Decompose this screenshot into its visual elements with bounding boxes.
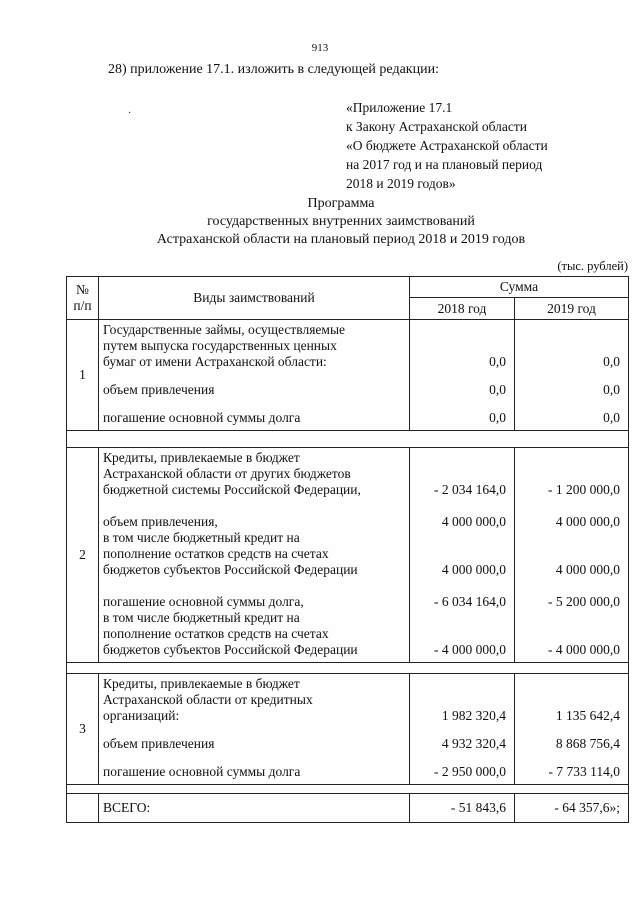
row-number: 2: [67, 448, 99, 663]
text-line: объем привлечения: [103, 736, 215, 751]
amount-value: 0,0: [603, 382, 621, 397]
amount-2018: [410, 674, 515, 785]
amount-value: 0,0: [489, 354, 506, 369]
appendix-line: «О бюджете Астраханской области: [346, 138, 548, 153]
amount-value: - 2 950 000,0: [434, 764, 506, 779]
title-line: Программа: [307, 196, 375, 211]
amount-value: 8 868 756,4: [555, 736, 621, 751]
appendix-line: 2018 и 2019 годов»: [346, 176, 456, 191]
header-borrowing-types: Виды заимствований: [99, 277, 410, 320]
borrowing-description: [99, 448, 410, 663]
text-line: погашение основной суммы долга: [103, 410, 301, 425]
text-line: организаций:: [103, 708, 180, 723]
amount-value: 0,0: [489, 410, 506, 425]
text-line: бюджетной системы Российской Федерации,: [103, 482, 361, 497]
amount-value: 1 135 642,4: [555, 708, 621, 723]
amount-value: 4 932 320,4: [441, 736, 506, 751]
text-line: погашение основной суммы долга: [103, 764, 301, 779]
borrowing-table: [66, 276, 629, 823]
amount-value: - 5 200 000,0: [548, 594, 621, 609]
amount-2019: [515, 674, 629, 785]
units-note: (тыс. рублей): [557, 259, 628, 273]
appendix-line: к Закону Астраханской области: [346, 119, 528, 134]
scan-speck: ·: [128, 108, 132, 119]
amount-value: 4 000 000,0: [441, 562, 506, 577]
amendment-intro: 28) приложение 17.1. изложить в следующей редакции:: [108, 62, 439, 77]
text-line: Государственные займы, осуществляемые: [103, 322, 346, 337]
text-line: бюджетов субъектов Российской Федерации: [103, 562, 358, 577]
text-line: объем привлечения: [103, 382, 215, 397]
text-line: в том числе бюджетный кредит на: [103, 610, 300, 625]
text-line: Астраханской области от кредитных: [103, 692, 313, 707]
text-line: пополнение остатков средств на счетах: [103, 626, 329, 641]
amount-2018: [410, 320, 515, 431]
program-title: [0, 195, 640, 249]
amount-value: 1 982 320,4: [441, 708, 506, 723]
amount-value: 0,0: [603, 410, 621, 425]
amount-value: - 6 034 164,0: [434, 594, 506, 609]
table-row: [67, 674, 629, 785]
header-number-abbr: п/п: [73, 298, 92, 313]
table-row: [67, 448, 629, 663]
title-line: государственных внутренних заимствований: [207, 214, 475, 229]
amount-value: - 4 000 000,0: [548, 642, 621, 657]
amount-value: - 1 200 000,0: [548, 482, 621, 497]
amount-value: 0,0: [603, 354, 621, 369]
text-line: Кредиты, привлекаемые в бюджет: [103, 676, 300, 691]
text-line: Кредиты, привлекаемые в бюджет: [103, 450, 300, 465]
title-line: Астраханской области на плановый период 2018 и 2019 годов: [156, 232, 526, 247]
amount-2019: [515, 448, 629, 663]
row-number: 3: [67, 674, 99, 785]
text-line: пополнение остатков средств на счетах: [103, 546, 329, 561]
amount-value: - 7 733 114,0: [548, 764, 621, 779]
total-2019: - 64 357,6»;: [515, 794, 629, 823]
text-line: Астраханской области от других бюджетов: [103, 466, 351, 481]
total-row: [67, 794, 629, 823]
total-number-cell: [67, 794, 99, 823]
text-line: погашение основной суммы долга,: [103, 594, 304, 609]
text-line: бюджетов субъектов Российской Федерации: [103, 642, 358, 657]
total-label: ВСЕГО:: [99, 794, 410, 823]
text-line: бумаг от имени Астраханской области:: [103, 354, 327, 369]
header-year-2018: 2018 год: [410, 298, 515, 320]
header-year-2019: 2019 год: [515, 298, 629, 320]
amount-value: - 2 034 164,0: [434, 482, 506, 497]
amount-2019: [515, 320, 629, 431]
amount-2018: [410, 448, 515, 663]
amount-value: 4 000 000,0: [441, 514, 506, 529]
amount-value: 4 000 000,0: [555, 562, 621, 577]
text-line: в том числе бюджетный кредит на: [103, 530, 300, 545]
row-number: 1: [67, 320, 99, 431]
borrowing-description: [99, 674, 410, 785]
amount-value: 4 000 000,0: [555, 514, 621, 529]
header-number: [67, 277, 99, 320]
amount-value: 0,0: [489, 382, 506, 397]
appendix-line: «Приложение 17.1: [346, 100, 453, 115]
header-number-symbol: №: [76, 282, 89, 297]
borrowing-description: [99, 320, 410, 431]
page-number: 913: [311, 42, 329, 54]
text-line: объем привлечения,: [103, 514, 218, 529]
text-line: путем выпуска государственных ценных: [103, 338, 337, 353]
header-sum: Сумма: [410, 277, 629, 298]
appendix-line: на 2017 год и на плановый период: [346, 157, 543, 172]
amount-value: - 4 000 000,0: [434, 642, 506, 657]
total-2018: - 51 843,6: [410, 794, 515, 823]
appendix-reference: [346, 98, 548, 193]
table-row: [67, 320, 629, 431]
